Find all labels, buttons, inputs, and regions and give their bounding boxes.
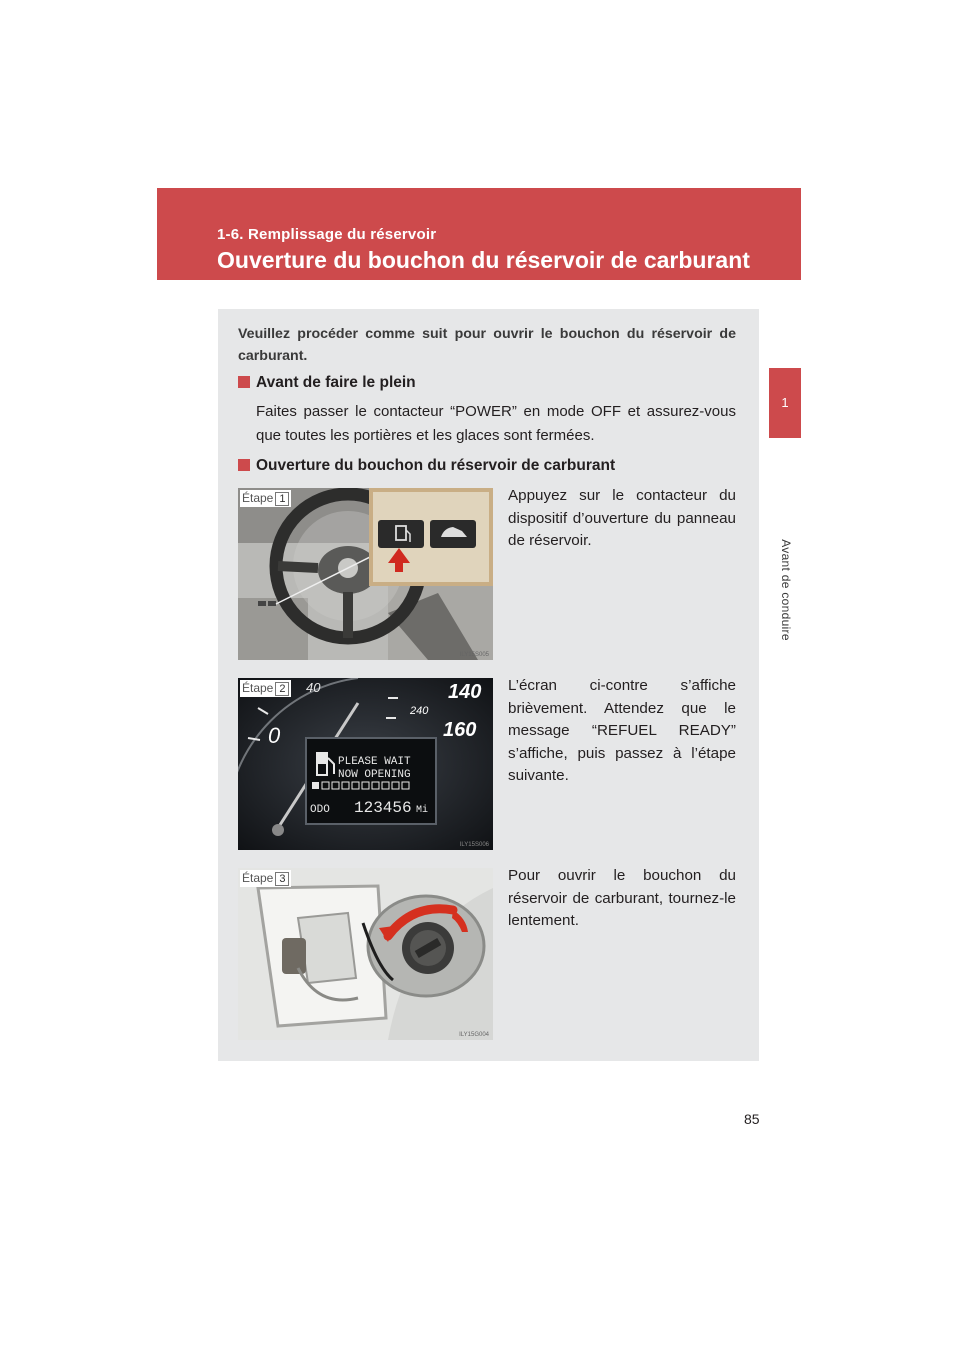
step-3-photo — [238, 868, 493, 1040]
step-2-photo — [238, 678, 493, 850]
step-2-tag — [240, 680, 291, 697]
step-2-text: L’écran ci-contre s’affiche brièvement. Attendez que le message “REFUEL READY” s’affiche, puis passez à l’étape suivante. — [508, 677, 736, 784]
subheading-open-cap — [238, 457, 615, 475]
step-3-text: Pour ouvrir le bouchon du réservoir de carburant, tournez-le lentement. — [508, 867, 736, 929]
instrument-cluster-photo — [238, 678, 493, 850]
chapter-tab[interactable]: 1 — [769, 368, 801, 438]
before-refuel-text: Faites passer le contacteur “POWER” en mode OFF et assurez-vous que toutes les portières et les glaces sont fermées. — [256, 403, 736, 444]
image-code: ILY15S006 — [459, 842, 489, 848]
step-1-photo — [238, 488, 493, 660]
intro-text: Veuillez procéder comme suit pour ouvrir le bouchon du réservoir de carburant. — [238, 326, 736, 364]
page-number: 85 — [744, 1111, 760, 1127]
bullet-square-icon — [238, 376, 250, 388]
cluster-message-1: PLEASE WAIT — [338, 756, 411, 768]
opener-switch-photo — [238, 488, 493, 660]
step-label: Étape — [242, 681, 274, 695]
chapter-header — [157, 188, 801, 280]
subheading-text: Ouverture du bouchon du réservoir de carburant — [256, 457, 616, 474]
speed-mark: 240 — [410, 705, 429, 717]
step-label: Étape — [242, 871, 274, 885]
odo-value: 123456 — [354, 799, 412, 817]
chapter-label: Avant de conduire — [779, 539, 793, 641]
speed-mark: 140 — [448, 681, 482, 703]
fuel-cap-photo — [238, 868, 493, 1040]
speed-mark: 0 — [268, 723, 281, 748]
subheading-before-refuel — [238, 374, 416, 392]
speed-mark: 40 — [306, 680, 321, 695]
image-code: ILY15S005 — [459, 652, 489, 658]
subheading-text: Avant de faire le plein — [256, 374, 416, 391]
bullet-square-icon — [238, 459, 250, 471]
odo-label: ODO — [310, 804, 330, 816]
image-code: ILY15G004 — [459, 1032, 489, 1038]
step-1-text: Appuyez sur le contacteur du dispositif d’ouverture du panneau de réservoir. — [508, 487, 736, 549]
section-label: 1-6. Remplissage du réservoir — [217, 226, 437, 243]
step-number: 1 — [275, 492, 289, 506]
step-number: 3 — [275, 872, 289, 886]
page-title: Ouverture du bouchon du réservoir de carburant — [217, 247, 750, 273]
content-panel — [218, 309, 759, 1061]
step-1-tag — [240, 490, 291, 507]
step-label: Étape — [242, 491, 274, 505]
speed-mark: 160 — [443, 719, 477, 741]
step-number: 2 — [275, 682, 289, 696]
step-3-tag — [240, 870, 291, 887]
odo-unit: Mi — [416, 805, 429, 816]
cluster-message-2: NOW OPENING — [338, 769, 411, 781]
